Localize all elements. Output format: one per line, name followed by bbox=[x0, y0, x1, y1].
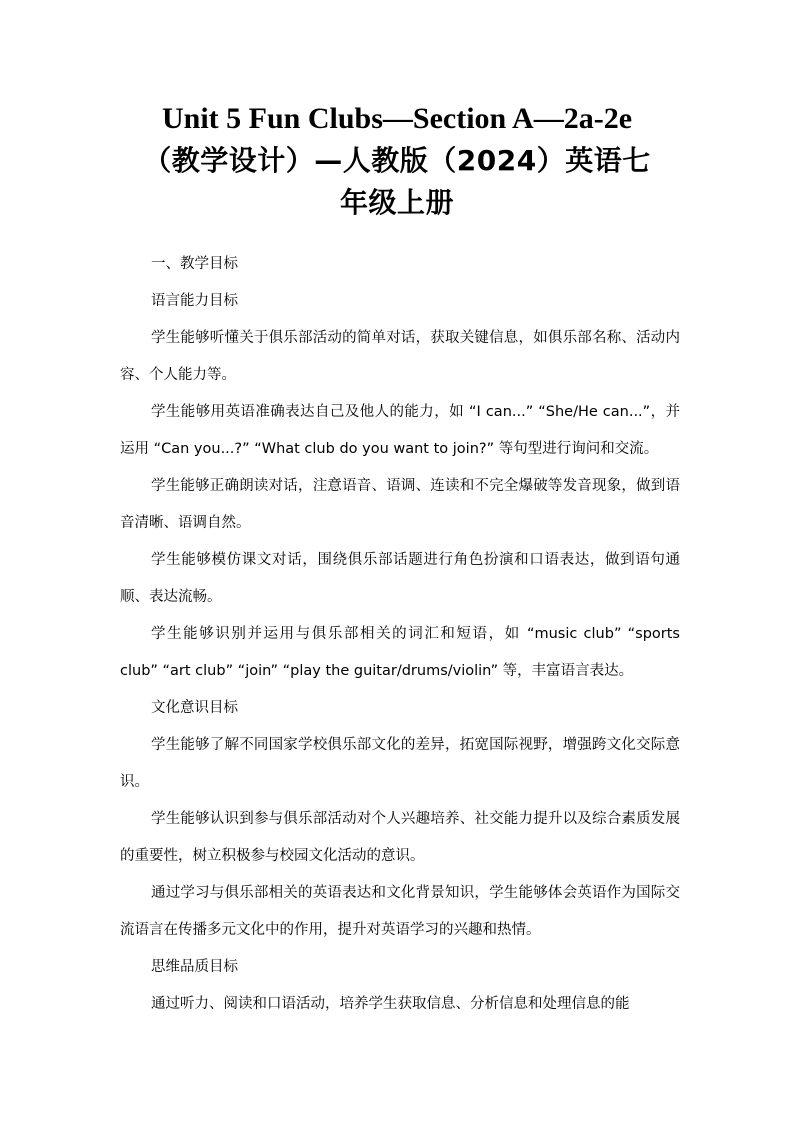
title-line-3: 年级上册 bbox=[339, 186, 454, 219]
paragraph-thinking-skills: 通过听力、阅读和口语活动，培养学生获取信息、分析信息和处理信息的能 bbox=[151, 996, 630, 1012]
paragraph-english-role: 通过学习与俱乐部相关的英语表达和文化背景知识，学生能够体会英语作为国际交流语言在传播多元文化中的作用，提升对英语学习的兴趣和热情。 bbox=[120, 885, 680, 938]
paragraph-club-importance: 学生能够认识到参与俱乐部活动对个人兴趣培养、社交能力提升以及综合素质发展的重要性，树立积极参与校园文化活动的意识。 bbox=[120, 811, 680, 864]
paragraph-role-play: 学生能够模仿课文对话，围绕俱乐部话题进行角色扮演和口语表达，做到语句通顺、表达流畅。 bbox=[120, 552, 680, 605]
title-line-2: （教学设计）—人教版（2024）英语七 bbox=[143, 144, 651, 177]
paragraph-club-culture: 学生能够了解不同国家学校俱乐部文化的差异，拓宽国际视野，增强跨文化交际意识。 bbox=[120, 737, 680, 790]
subheading-thinking-quality: 思维品质目标 bbox=[151, 959, 238, 975]
subheading-language-ability: 语言能力目标 bbox=[151, 293, 238, 309]
paragraph-vocabulary: 学生能够识别并运用与俱乐部相关的词汇和短语，如 “music club” “sports club” “art club” “join” “play the guitar/drums/violin” 等，丰富语言表达。 bbox=[120, 626, 680, 679]
subheading-cultural-awareness: 文化意识目标 bbox=[151, 700, 238, 716]
document-title bbox=[100, 98, 694, 224]
paragraph-reading-aloud: 学生能够正确朗读对话，注意语音、语调、连读和不完全爆破等发音现象，做到语音清晰、语调自然。 bbox=[120, 478, 680, 531]
paragraph-expression: 学生能够用英语准确表达自己及他人的能力，如 “I can...” “She/He can...”，并运用 “Can you...?” “What club do you want to join?” 等句型进行询问和交流。 bbox=[120, 404, 680, 457]
paragraph-listening: 学生能够听懂关于俱乐部活动的简单对话，获取关键信息，如俱乐部名称、活动内容、个人能力等。 bbox=[120, 330, 680, 383]
section-heading-objectives: 一、教学目标 bbox=[151, 256, 238, 272]
title-line-1: Unit 5 Fun Clubs—Section A—2a-2e bbox=[161, 102, 633, 135]
